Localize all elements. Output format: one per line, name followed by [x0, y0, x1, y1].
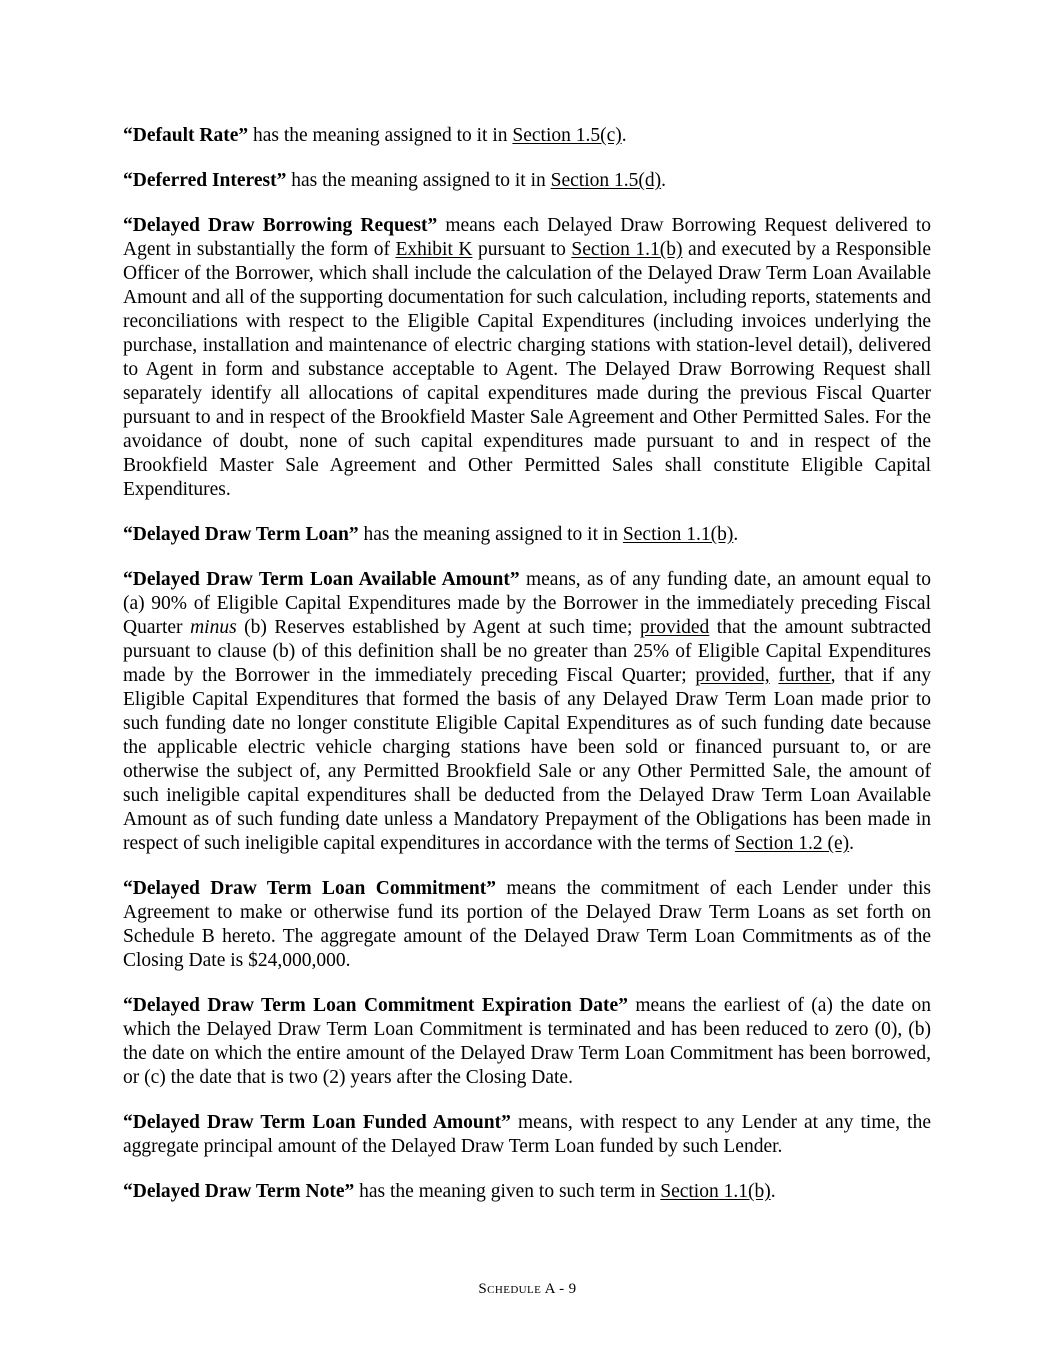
text-run: has the meaning assigned to it in — [358, 524, 623, 545]
text-run: . — [661, 170, 666, 191]
definition-paragraph — [123, 994, 931, 1090]
defined-term: “Delayed Draw Term Loan Commitment Expiration Date” — [123, 995, 628, 1016]
defined-term: “Delayed Draw Term Loan Funded Amount” — [123, 1112, 511, 1133]
definition-paragraph — [123, 169, 931, 193]
defined-term: “Delayed Draw Term Loan Available Amount” — [123, 569, 520, 590]
section-reference: Section 1.1(b) — [571, 239, 683, 260]
defined-term: “Delayed Draw Term Loan” — [123, 524, 359, 545]
text-run: . — [621, 125, 627, 146]
section-reference: Section 1.2 (e) — [734, 833, 850, 854]
text-run: , that if any Eligible Capital Expenditures that formed the basis of any Delayed Draw Term Loan made prior to such funding date no longer constitute Eligible Capital Expenditures as of such funding date because the applicable electric vehicle charging stations have been sold or financed pursuant to, or are otherwise the subject of, any Permitted Brookfield Sale or any Other Permitted Sale, the amount of such ineligible capital expenditures shall be deducted from the Delayed Draw Term Loan Available Amount as of such funding date unless a Mandatory Prepayment of the Obligations has been made in respect of such ineligible capital expenditures in accordance with the terms of — [123, 665, 931, 854]
definition-paragraph — [123, 568, 931, 856]
defined-term: “Delayed Draw Term Note” — [123, 1181, 355, 1202]
section-reference: Section 1.5(d) — [550, 170, 662, 191]
text-run: has the meaning assigned to it in — [248, 125, 513, 146]
definition-paragraph — [123, 877, 931, 973]
text-run: . — [733, 524, 739, 545]
section-reference: further — [778, 665, 831, 686]
text-run: means, with respect to any Lender at any time, the aggregate principal amount of the Delayed Draw Term Loan funded by such Lender. — [123, 1112, 932, 1157]
defined-term: “Delayed Draw Borrowing Request” — [123, 215, 438, 236]
document-body — [123, 124, 931, 1225]
section-reference: provided, — [695, 665, 770, 686]
text-run: means, as of any funding date, an amount equal to (a) 90% of Eligible Capital Expenditures made by the Borrower in the immediately preceding Fiscal Quarter — [123, 569, 931, 638]
section-reference: Exhibit K — [395, 239, 473, 260]
text-run: means each Delayed Draw Borrowing Request delivered to Agent in substantially the form of — [123, 215, 931, 260]
text-run: means the earliest of (a) the date on which the Delayed Draw Term Loan Commitment is terminated and has been reduced to zero (0), (b) the date on which the entire amount of the Delayed Draw Term Loan Commitment has been borrowed, or (c) the date that is two (2) years after the Closing Date. — [123, 995, 931, 1088]
text-run: . — [849, 833, 854, 854]
text-run: . — [770, 1181, 776, 1202]
text-run: pursuant to — [472, 239, 572, 260]
definition-paragraph — [123, 523, 931, 547]
text-run: has the meaning given to such term in — [354, 1181, 661, 1202]
definition-paragraph — [123, 214, 931, 502]
section-reference: Section 1.5(c) — [512, 125, 622, 146]
defined-term: “Default Rate” — [123, 125, 249, 146]
defined-term: “Deferred Interest” — [123, 170, 287, 191]
section-reference: provided — [639, 617, 710, 638]
text-run: that the amount subtracted pursuant to clause (b) of this definition shall be no greater than 25% of Eligible Capital Expenditures made by the Borrower in the immediately preceding Fiscal Quarter; — [123, 617, 931, 686]
footer-text: Schedule A - 9 — [478, 1281, 577, 1297]
section-reference: Section 1.1(b) — [660, 1181, 771, 1202]
text-run: (b) Reserves established by Agent at such time; — [236, 617, 640, 638]
definition-paragraph — [123, 124, 931, 148]
defined-term: “Delayed Draw Term Loan Commitment” — [123, 878, 496, 899]
text-run: means the commitment of each Lender under this Agreement to make or otherwise fund its portion of the Delayed Draw Term Loans as set forth on Schedule B hereto. The aggregate amount of the Delayed Draw Term Loan Commitments as of the Closing Date is $24,000,000. — [123, 878, 932, 971]
definition-paragraph — [123, 1180, 931, 1204]
definition-paragraph — [123, 1111, 931, 1159]
page-footer — [0, 1281, 1055, 1298]
text-run: and executed by a Responsible Officer of the Borrower, which shall include the calculation of the Delayed Draw Term Loan Available Amount and all of the supporting documentation for such calculation, including reports, statements and reconciliations with respect to the Eligible Capital Expenditures (including invoices underlying the purchase, installation and maintenance of electric charging stations with station-level detail), delivered to Agent in form and substance acceptable to Agent. The Delayed Draw Borrowing Request shall separately identify all allocations of capital expenditures made during the previous Fiscal Quarter pursuant to and in respect of the Brookfield Master Sale Agreement and Other Permitted Sales. For the avoidance of doubt, none of such capital expenditures made pursuant to and in respect of the Brookfield Master Sale Agreement and Other Permitted Sales shall constitute Eligible Capital Expenditures. — [123, 239, 931, 500]
section-reference: Section 1.1(b) — [622, 524, 734, 545]
text-run: has the meaning assigned to it in — [286, 170, 551, 191]
text-run: minus — [190, 617, 237, 638]
